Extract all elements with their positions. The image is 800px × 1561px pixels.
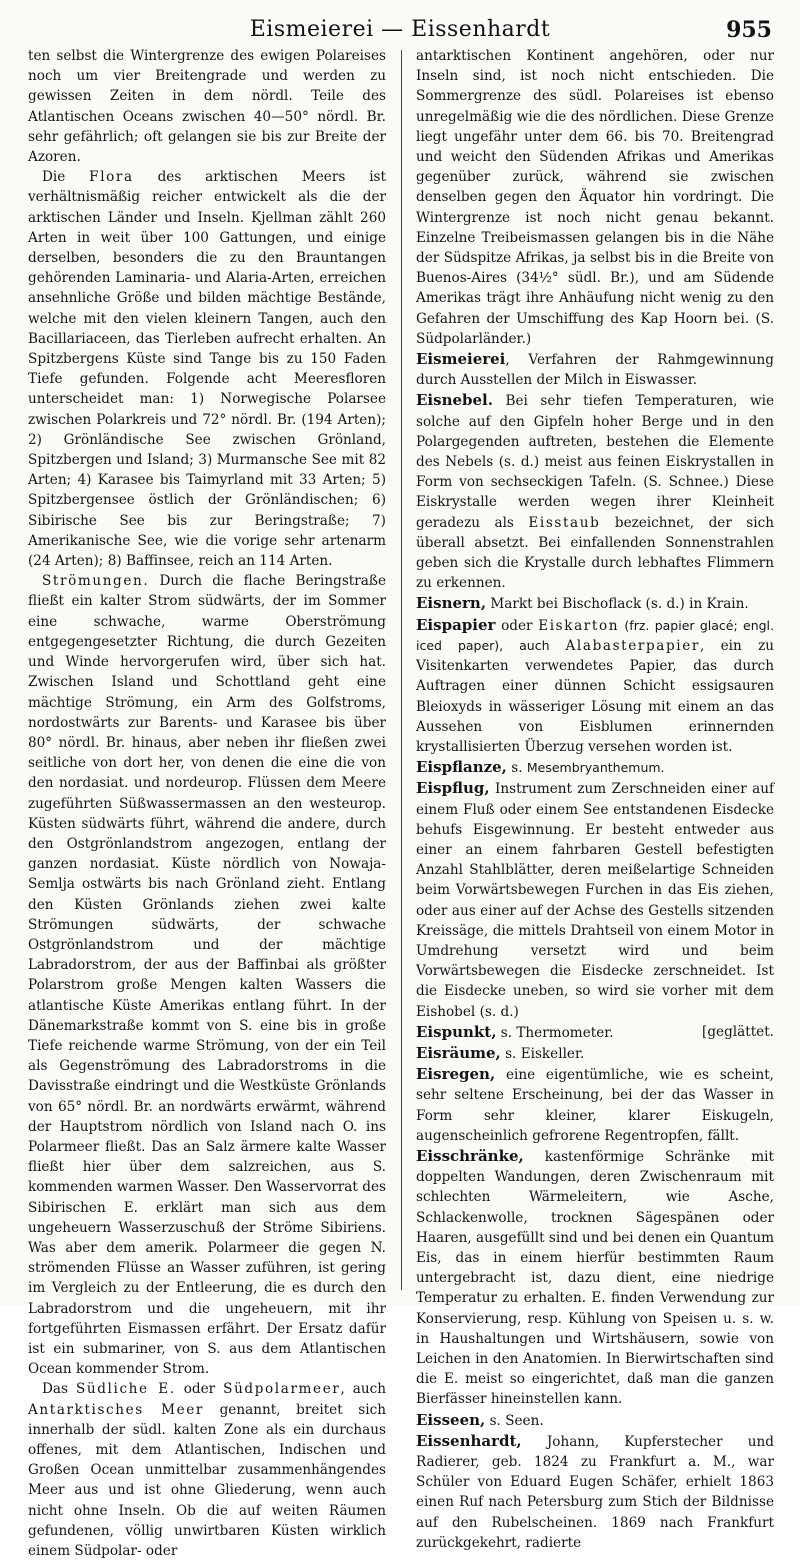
headword: Eispflug,: [416, 779, 490, 798]
page-number: 955: [726, 17, 772, 43]
keyword-suedpolarmeer: Südpolarmeer: [223, 1381, 341, 1398]
paragraph-southern-ocean: Das Südliche E. oder Südpolarmeer, auch Antarktisches Meer genannt, breitet sich innerhalb der südl. kalten Zone als ein durchaus offenes, mit dem Atlantischen, Indischen und Großen Ocean unmittelbar zusammenhängendes Meer aus und ist ohne Gliederung, wenn auch nicht ohne Inseln. Ob die auf weiten Räumen gefundenen, völlig unwirtbaren Küsten wirklich einem Südpolar- oder: [28, 1381, 387, 1560]
running-head: Eismeierei — Eissenhardt: [249, 17, 551, 42]
entry-eispflug: Eispflug, Instrument zum Zerschneiden einer auf einem Fluß oder einem See entstandenen Eisdecke behufs Eisgewinnung. Er besteht entweder aus einer an einem fahrbaren Gestell befestigten Anzahl Stahlblätter, deren meißelartige Schneiden beim Vorwärtsbewegen Furchen in das Eis ziehen, oder aus einer auf der Achse des Gestells sitzenden Kreissäge, die mittels Drahtseil von einem Motor in Umdrehung versetzt wird und beim Vorwärtsbewegen die Eisdecke zerschneidet. Ist die Eisdecke uneben, so wird sie vorher mit dem Eishobel (s. d.): [416, 779, 774, 1020]
headword: Eispunkt,: [416, 1022, 497, 1041]
keyword-eiskarton: Eiskarton: [538, 617, 620, 634]
headword: Eisnebel.: [416, 391, 493, 410]
cross-reference: Mesembryanthemum.: [526, 760, 665, 776]
entry-eisregen: Eisregen, eine eigentümliche, wie es scheint, sehr seltene Erscheinung, bei der das Wasser in Form sehr kleiner, klarer Eiskugeln, augenscheinlich gefrorene Regentropfen, fällt.: [416, 1065, 774, 1144]
headword: Eismeierei: [416, 350, 506, 369]
right-column: [416, 46, 775, 1551]
headword: Eisschränke,: [416, 1146, 524, 1165]
headword: Eisseen,: [416, 1410, 486, 1429]
line-continuation: [geglättet.: [702, 1023, 774, 1040]
keyword-flora: Flora: [89, 169, 134, 186]
entry-eismeierei: Eismeierei, Verfahren der Rahmgewinnung durch Ausstellen der Milch in Eiswasser.: [416, 350, 774, 389]
headword: Eisregen,: [416, 1065, 496, 1084]
entry-eispapier: Eispapier oder Eiskarton (frz. papier glacé; engl. iced paper), auch Alabasterpapier, ein zu Visitenkarten verwendetes Papier, das durch Auftragen einer dünnen Schicht essigsauren Bleioxyds in wässeriger Lösung mit einem an das Aussehen von Eisblumen erinnernden krystallisierten Überzug versehen worden ist.: [416, 615, 775, 755]
entry-eissenhardt: Eissenhardt, Johann, Kupferstecher und Radierer, geb. 1824 zu Frankfurt a. M., war Schüler von Eduard Eugen Schäfer, erhielt 1863 einen Ruf nach Petersburg zum Stich der Bildnisse auf den Rubelscheinen. 1869 nach Frankfurt zurückgekehrt, radierte: [416, 1431, 774, 1551]
headword: Eissenhardt,: [416, 1431, 522, 1450]
entry-eisschraenke: Eisschränke, kastenförmige Schränke mit doppelten Wandungen, deren Zwischenraum mit schlechten Wärmeleitern, wie Asche, Schlackenwolle, trocknen Sägespänen oder Haaren, ausgefüllt sind und bei denen ein Quantum Eis, das in einem hierfür bestimmten Raum untergebracht ist, dazu dient, eine niedrige Temperatur zu erhalten. E. finden Verwendung zur Konservierung, resp. Kühlung von Speisen u. s. w. in Haushaltungen und Wirtshäusern, sowie von Leichen in den Anatomien. In Bierwirtschaften sind die E. meist so eingerichtet, daß man die ganzen Bierfässer hineinstellen kann.: [416, 1146, 774, 1408]
entry-eisseen: Eisseen, s. Seen.: [416, 1410, 544, 1429]
entry-eispunkt: Eispunkt, s. Thermometer. [geglättet.: [416, 1022, 774, 1043]
column-divider: [401, 50, 402, 1290]
page-header: [28, 6, 772, 46]
paragraph-flora: Die Flora des arktischen Meers ist verhältnismäßig reicher entwickelt als die der arktischen Länder und Inseln. Kjellman zählt 260 Arten in weit über 100 Gattungen, und einige derselben, besonders die zu den Brauntangen gehörenden Laminaria- und Alaria-Arten, erreichen ansehnliche Größe und bilden mächtige Bestände, welche mit den vielen kleinern Tangen, auch den Bacillariaceen, das Tierleben aufrecht erhalten. An Spitzbergens Küste sind Tange bis zu 150 Faden Tiefe gefunden. Folgende acht Meeresfloren unterscheidet man: 1) Norwegische Polarsee zwischen Polarkreis und 72° nördl. Br. (194 Arten); 2) Grönländische See zwischen Grönland, Spitzbergen und Island; 3) Murmansche See mit 82 Arten; 4) Karasee bis Taimyrland mit 33 Arten; 5) Spitzbergensee östlich der Grönländischen; 6) Sibirische See bis zur Beringstraße; 7) Amerikanische See, wie die vorige sehr artenarm (24 Arten); 8) Baffinsee, reich an 114 Arten.: [28, 169, 386, 570]
headword: Eisnern,: [416, 594, 487, 613]
keyword-antarctic-sea: Antarktisches Meer: [28, 1401, 204, 1418]
headword: Eisräume,: [416, 1043, 501, 1062]
keyword-currents: Strömungen.: [42, 573, 150, 590]
entry-eisraeume: Eisräume, s. Eiskeller.: [416, 1043, 585, 1062]
headword: Eispapier: [416, 615, 496, 634]
left-column: [28, 46, 387, 1560]
keyword-southern-e: Südliche E.: [75, 1381, 176, 1398]
paragraph-continuation: antarktischen Kontinent angehören, oder nur Inseln sind, ist noch nicht entschieden. Die Sommergrenze des südl. Polareises ist ebenso unregelmäßig wie die des nördlichen. Diese Grenze liegt ungefähr unter dem 66. bis 70. Breitengrad und weicht den Südenden Afrikas und Amerikas gegenüber zurück, während sie zwischen denselben gegen den Äquator hin vordringt. Die Wintergrenze ist noch nicht genau bekannt. Einzelne Treibeismassen gelangen bis in die Nähe der Südspitze Afrikas, ja selbst bis in die Breite von Buenos-Aires (34½° südl. Br.), und am Südende Amerikas trägt ihre Anhäufung nicht wenig zu den Gefahren der Umschiffung des Kap Hoorn bei. (S. Südpolarländer.): [416, 48, 774, 347]
keyword-eisstaub: Eisstaub: [528, 514, 601, 531]
headword: Eispflanze,: [416, 758, 507, 777]
text-columns: [28, 46, 775, 1560]
entry-eisnebel: Eisnebel. Bei sehr tiefen Temperaturen, wie solche auf den Gipfeln hoher Berge und in den Polargegenden auftreten, bestehen die Elemente des Nebels (s. d.) meist aus feinen Eiskrystallen in Form von sechseckigen Tafeln. (S. Schnee.) Diese Eiskrystalle werden wegen ihrer Kleinheit geradezu als Eisstaub bezeichnet, der sich überall absetzt. Bei einfallenden Sonnenstrahlen geben sich die Krystalle durch lebhaftes Flimmern zu erkennen.: [416, 391, 774, 592]
entry-eisnern: Eisnern, Markt bei Bischoflack (s. d.) in Krain.: [416, 594, 749, 613]
paragraph-currents: Strömungen. Durch die flache Beringstraße fließt ein kalter Strom südwärts, der im Sommer eine schwache, warme Oberströmung entgegengesetzter Richtung, die durch Gezeiten und Winde hervorgerufen wird, über sich hat. Zwischen Island und Schottland geht eine mächtige Strömung, ein Arm des Golfstroms, nordostwärts zur Barents- und Karasee bis über 80° nördl. Br. hinaus, aber neben ihr fließen zwei seitliche von dort her, von denen die eine die von den nordasiat. und nordeurop. Flüssen dem Meere zugeführten Süßwassermassen an den westeurop. Küsten südwärts führt, während die andere, durch den Ostgrönlandstrom angezogen, entlang der ganzen nordasiat. Küste nördlich von Nowaja-Semlja ostwärts bis nach Grönland zieht. Entlang den Küsten Grönlands ziehen zwei kalte Strömungen südwärts, der schwache Ostgrönlandstrom und der mächtige Labradorstrom, der aus der Baffinbai als größter Polarstrom große Mengen kalten Wassers die atlantische Küste Amerikas entlang führt. In der Dänemarkstraße kommt von S. eine bis in große Tiefe reichende warme Strömung, von der ein Teil als Gegenströmung des Labradorstroms in die Davisstraße eindringt und die Westküste Grönlands von 65° nördl. Br. an nordwärts erwärmt, während der Hauptstrom nördlich von Island nach O. ins Polarmeer fließt. Das an Salz ärmere kalte Wasser fließt hier über dem salzreichen, aus S. kommenden warmen Wasser. Den Wasservorrat des Sibirischen E. erklärt man sich aus dem ungeheuern Wasserzuschuß der Ströme Sibiriens. Was aber dem amerik. Polarmeer die gegen N. strömenden Flüsse an Wasser zuführen, ist gering im Vergleich zu der Entleerung, die es durch den Labradorstrom und die ungeheuern, mit ihr fortgeführten Eismassen erfährt. Der Ersatz dafür ist ein submariner, von S. aus dem Atlantischen Ocean kommender Strom.: [28, 573, 386, 1378]
entry-eispflanze: Eispflanze, s. Mesembryanthemum.: [416, 758, 665, 777]
paragraph-polar-ice: ten selbst die Wintergrenze des ewigen Polareises noch um vier Breitengrade und werden zu gewissen Zeiten in dem nördl. Teile des Atlantischen Oceans zwischen 40—50° nördl. Br. sehr gefährlich; oft gelangen sie bis zur Breite der Azoren.: [28, 48, 386, 166]
keyword-alabasterpapier: Alabasterpapier: [565, 637, 700, 654]
